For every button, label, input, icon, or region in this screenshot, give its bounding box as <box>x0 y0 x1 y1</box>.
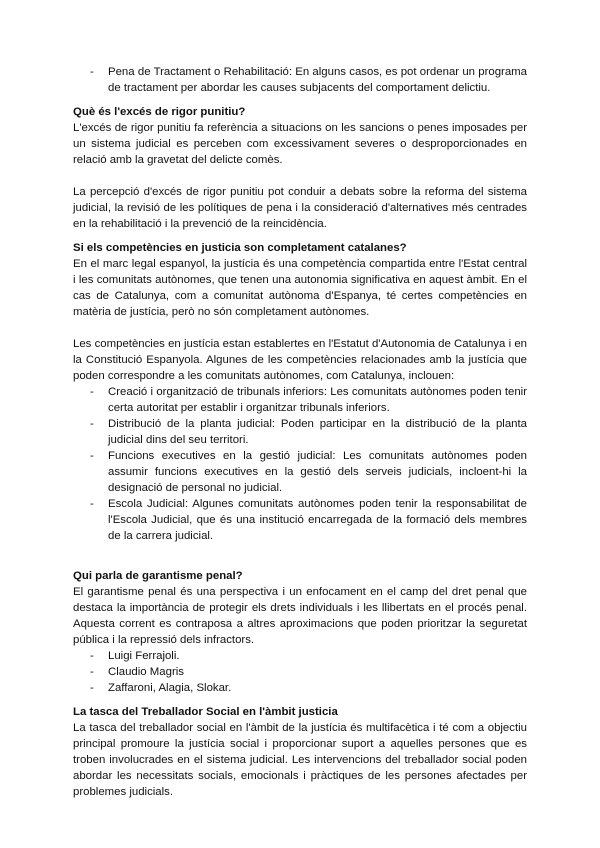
paragraph: La percepció d'excés de rigor punitiu pot conduir a debats sobre la reforma del sistema judicial, la revisió de les polítiques de pena i la consideració d'alternatives més centrades en la rehabilitació i la prevenció de la reincidència. <box>73 186 527 230</box>
list-item: - Distribució de la planta judicial: Poden participar en la distribució de la planta judicial dins del seu territori. <box>90 416 527 448</box>
list-item: - Claudio Magris <box>90 664 527 680</box>
paragraph: El garantisme penal és una perspectiva i un enfocament en el camp del dret penal que destaca la importància de protegir els drets individuals i les llibertats en el procés penal. Aquesta corrent es contraposa a altres aproximacions que poden prioritzar la seguretat pública i la repressió dels infractors. <box>73 586 527 646</box>
competencies-list <box>73 384 527 544</box>
section-competencies <box>73 240 527 544</box>
list-item: - Escola Judicial: Algunes comunitats autònomes poden tenir la responsabilitat de l'Escola Judicial, que és una institució encarregada de la formació dels membres de la carrera judicial. <box>90 496 527 544</box>
section-rigor-punitiu <box>73 104 527 232</box>
list-item: - Luigi Ferrajoli. <box>90 648 527 664</box>
intro-list <box>73 64 527 96</box>
paragraph: L'excés de rigor punitiu fa referència a situacions on les sancions o penes imposades per un sistema judicial es perceben com excessivament severes o desproporcionades en relació amb la gravetat del delicte comès. <box>73 122 527 166</box>
list-item: - Zaffaroni, Alagia, Slokar. <box>90 680 527 696</box>
authors-list <box>73 648 527 696</box>
section-heading: Si els competències en justicia son completament catalanes? <box>73 242 407 254</box>
section-treballador-social <box>73 704 527 800</box>
section-garantisme <box>73 568 527 696</box>
section-heading: La tasca del Treballador Social en l'àmbit justicia <box>73 706 338 718</box>
paragraph: Les competències en justícia estan establertes en l'Estatut d'Autonomia de Catalunya i en la Constitució Espanyola. Algunes de les competències relacionades amb la justícia que poden correspondre a les comunitats autònomes, com Catalunya, inclouen: <box>73 338 527 382</box>
paragraph: La tasca del treballador social en l'àmbit de la justícia és multifacètica i té com a objectiu principal promoure la justícia social i proporcionar suport a aquelles persones que es troben involucrades en el sistema judicial. Les intervencions del treballador social poden abordar les necessitats socials, emocionals i pràctiques de les persones afectades per problemes judicials. <box>73 722 527 798</box>
list-item: - Creació i organització de tribunals inferiors: Les comunitats autònomes poden tenir certa autoritat per establir i organitzar tribunals inferiors. <box>90 384 527 416</box>
paragraph: En el marc legal espanyol, la justícia és una competència compartida entre l'Estat central i les comunitats autònomes, que tenen una autonomia significativa en aquest àmbit. En el cas de Catalunya, com a comunitat autònoma d'Espanya, té certes competències en matèria de justícia, però no són completament autònomes. <box>73 258 527 318</box>
list-item: - Funcions executives en la gestió judicial: Les comunitats autònomes poden assumir funcions executives en la gestió dels serveis judicials, incloent-hi la designació de personal no judicial. <box>90 448 527 496</box>
section-heading: Qui parla de garantisme penal? <box>73 570 243 582</box>
list-item: - Pena de Tractament o Rehabilitació: En alguns casos, es pot ordenar un programa de tractament per abordar les causes subjacents del comportament delictiu. <box>90 64 527 96</box>
section-heading: Què és l'excés de rigor punitiu? <box>73 106 246 118</box>
